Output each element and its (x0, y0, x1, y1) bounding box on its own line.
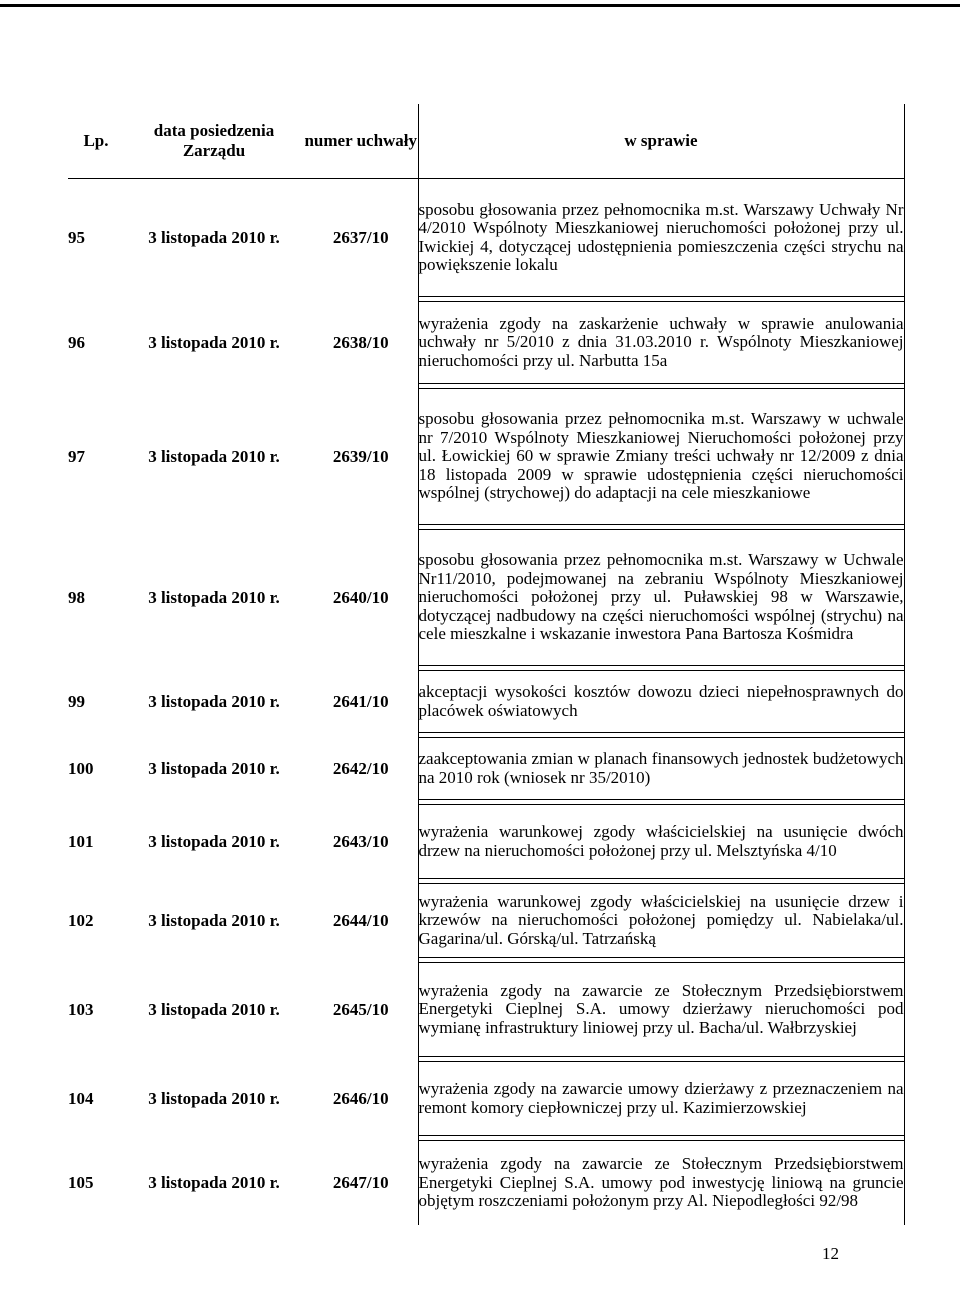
row-date: 3 listopada 2010 r. (148, 831, 280, 851)
row-lp: 101 (68, 831, 94, 851)
row-lp: 102 (68, 910, 94, 930)
table-body (68, 179, 904, 1225)
header-subject: w sprawie (418, 104, 904, 179)
table-row (68, 302, 904, 384)
row-subject: wyrażenia zgody na zawarcie umowy dzierżawy z przeznaczeniem na remont komory ciepłowniczej przy ul. Kazimierzowskiej (418, 1062, 904, 1136)
table-row (68, 963, 904, 1057)
row-resolution-number: 2641/10 (332, 691, 389, 711)
row-date: 3 listopada 2010 r. (148, 1088, 280, 1108)
row-resolution-number: 2642/10 (332, 758, 389, 778)
row-date: 3 listopada 2010 r. (148, 758, 280, 778)
row-resolution-number: 2646/10 (332, 1088, 389, 1108)
table-row (68, 671, 904, 733)
row-lp: 99 (68, 691, 85, 711)
row-lp: 100 (68, 758, 94, 778)
table-row (68, 738, 904, 800)
row-resolution-number: 2637/10 (332, 227, 389, 247)
header-date: data posiedzenia Zarządu (124, 104, 304, 179)
top-rule (0, 4, 960, 7)
table-row (68, 1062, 904, 1136)
row-subject: zaakceptowania zmian w planach finansowych jednostek budżetowych na 2010 rok (wniosek nr 35/2010) (418, 738, 904, 800)
row-subject: wyrażenia zgody na zawarcie ze Stołecznym Przedsiębiorstwem Energetyki Cieplnej S.A. umowy dzierżawy nieruchomości pod wymianę infrastruktury liniowej przy ul. Bacha/ul. Wałbrzyskiej (418, 963, 904, 1057)
row-resolution-number: 2643/10 (332, 831, 389, 851)
row-subject: sposobu głosowania przez pełnomocnika m.st. Warszawy w Uchwale Nr11/2010, podejmowanej na zebraniu Wspólnoty Mieszkaniowej nieruchomości położonej przy ul. Puławskiej 98 w Warszawie, dotyczącej nadbudowy na części nieruchomości wspólnej (strychu) na cele mieszkalne i wskazanie inwestora Pana Bartosza Kośmidra (418, 530, 904, 666)
row-lp: 95 (68, 227, 85, 247)
table-row (68, 530, 904, 666)
table-row (68, 884, 904, 958)
row-subject: sposobu głosowania przez pełnomocnika m.st. Warszawy Uchwały Nr 4/2010 Wspólnoty Mieszkaniowej nieruchomości położonej przy ul. Iwickiej 4, dotyczącej udostępnienia pomieszczenia części strychu na powiększenie lokalu (418, 179, 904, 297)
resolutions-table (68, 104, 905, 1225)
row-date: 3 listopada 2010 r. (148, 587, 280, 607)
row-subject: sposobu głosowania przez pełnomocnika m.st. Warszawy w uchwale nr 7/2010 Wspólnoty Mieszkaniowej Nieruchomości położonej przy ul. Łowickiej 60 w sprawie Zmiany treści uchwały nr 12/2009 z dnia 18 listopada 2009 w sprawie udostępnienia części nieruchomości wspólnej (strychowej) do adaptacji na cele mieszkaniowe (418, 389, 904, 525)
row-date: 3 listopada 2010 r. (148, 910, 280, 930)
row-resolution-number: 2639/10 (332, 446, 389, 466)
row-date: 3 listopada 2010 r. (148, 446, 280, 466)
page-number: 12 (822, 1244, 839, 1263)
table-row (68, 179, 904, 297)
table-row (68, 805, 904, 879)
row-date: 3 listopada 2010 r. (148, 227, 280, 247)
row-date: 3 listopada 2010 r. (148, 999, 280, 1019)
row-resolution-number: 2640/10 (332, 587, 389, 607)
row-resolution-number: 2645/10 (332, 999, 389, 1019)
row-resolution-number: 2644/10 (332, 910, 389, 930)
table-row (68, 389, 904, 525)
row-subject: akceptacji wysokości kosztów dowozu dzieci niepełnosprawnych do placówek oświatowych (418, 671, 904, 733)
row-date: 3 listopada 2010 r. (148, 691, 280, 711)
header-number: numer uchwały (304, 104, 418, 179)
row-subject: wyrażenia zgody na zaskarżenie uchwały w sprawie anulowania uchwały nr 5/2010 z dnia 31.03.2010 r. Wspólnoty Mieszkaniowej nieruchomości przy ul. Narbutta 15a (418, 302, 904, 384)
row-lp: 103 (68, 999, 94, 1019)
row-subject: wyrażenia zgody na zawarcie ze Stołecznym Przedsiębiorstwem Energetyki Cieplnej S.A. umowy pod inwestycję liniową na gruncie objętym roszczeniami położonym przy Al. Niepodległości 92/98 (418, 1141, 904, 1225)
row-date: 3 listopada 2010 r. (148, 1172, 280, 1192)
row-lp: 97 (68, 446, 85, 466)
row-subject: wyrażenia warunkowej zgody właścicielskiej na usunięcie drzew i krzewów na nieruchomości położonej pomiędzy ul. Nabielaka/ul. Gagarina/ul. Górską/ul. Tatrzańską (418, 884, 904, 958)
table-row (68, 1141, 904, 1225)
row-lp: 98 (68, 587, 85, 607)
row-date: 3 listopada 2010 r. (148, 332, 280, 352)
row-lp: 105 (68, 1172, 94, 1192)
row-lp: 96 (68, 332, 85, 352)
row-subject: wyrażenia warunkowej zgody właścicielskiej na usunięcie dwóch drzew na nieruchomości położonej przy ul. Melsztyńska 4/10 (418, 805, 904, 879)
row-resolution-number: 2647/10 (332, 1172, 389, 1192)
header-lp: Lp. (68, 104, 124, 179)
row-resolution-number: 2638/10 (332, 332, 389, 352)
table-header-row (68, 104, 904, 179)
row-lp: 104 (68, 1088, 94, 1108)
